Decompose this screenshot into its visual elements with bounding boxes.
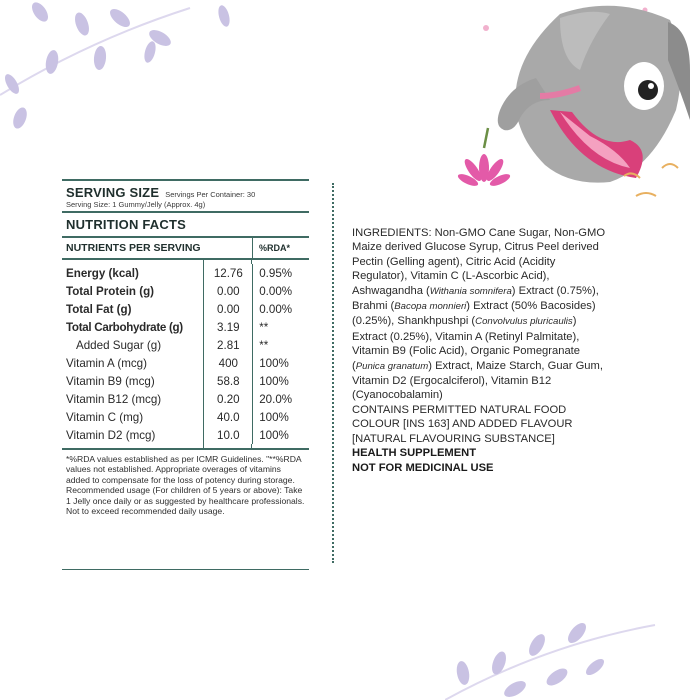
nutrient-name: Vitamin D2 (mcg): [66, 428, 156, 442]
nutrient-rda: **: [252, 336, 309, 354]
ingredient-italic: Convolvulus pluricaulis: [475, 316, 573, 328]
nutrient-amount: 0.00: [203, 282, 252, 300]
nutrient-name: Vitamin C (mg): [66, 410, 144, 424]
ingredients-text: ) Extract (50% Bacosides) (0.25%), Shankhpushpi (: [352, 300, 596, 328]
table-header-row: [62, 238, 309, 258]
col-nutrients-header: NUTRIENTS PER SERVING: [66, 242, 201, 254]
nutrient-name: Vitamin B12 (mcg): [66, 392, 162, 406]
nutrient-amount: 40.0: [203, 408, 252, 426]
table-row: [62, 390, 309, 408]
ingredients-text: ) Extract, Maize Starch, Guar Gum, Vitamin D2 (Ergocalciferol), Vitamin B12 (Cyanocobalamin): [352, 359, 603, 402]
serving-size-block: [62, 181, 309, 211]
nutrient-rda: 0.00%: [252, 300, 309, 318]
nutrient-amount: 2.81: [203, 336, 252, 354]
nutrient-name: Total Protein (g): [66, 284, 155, 298]
ingredient-italic: Punica granatum: [355, 360, 429, 372]
dotted-divider: [332, 183, 334, 563]
nutrient-rda: **: [252, 318, 309, 336]
nutrient-rda: 0.00%: [252, 282, 309, 300]
nutrient-name: Vitamin B9 (mcg): [66, 374, 155, 388]
nutrient-rda: 100%: [252, 426, 309, 444]
ingredient-italic: Withania somnifera: [429, 285, 512, 297]
nutrient-rda: 100%: [252, 408, 309, 426]
nutrient-amount: 10.0: [203, 426, 252, 444]
contains-colour-note: CONTAINS PERMITTED NATURAL FOOD COLOUR [INS 163] AND ADDED FLAVOUR [NATURAL FLAVOURING SUBSTANCE]: [352, 403, 573, 445]
spacer: [62, 444, 309, 448]
table-row: [62, 426, 309, 444]
table-row: [62, 264, 309, 282]
ingredients-text: INGREDIENTS: Non-GMO Cane Sugar, Non-GMO Maize derived Glucose Syrup, Citrus Peel derived Pectin (Gelling agent), Citric Acid (Acidity Regulator), Vitamin C (L-Ascorbic Acid), Ashwagandha (: [352, 227, 606, 297]
nutrition-facts-title: NUTRITION FACTS: [66, 217, 186, 232]
table-row: [62, 318, 309, 336]
table-row: [62, 300, 309, 318]
ingredients-text: ) Extract (0.75%), Brahmi (: [352, 284, 599, 313]
nutrient-name: Total Carbohydrate (g): [66, 320, 183, 334]
nutrient-amount: 400: [203, 354, 252, 372]
nutrient-rda: 100%: [252, 354, 309, 372]
table-row: [62, 282, 309, 300]
not-medicinal-label: NOT FOR MEDICINAL USE: [352, 461, 494, 474]
nutrient-name: Energy (kcal): [66, 266, 139, 280]
table-row: [62, 372, 309, 390]
nutrient-rda: 100%: [252, 372, 309, 390]
nutrient-amount: 58.8: [203, 372, 252, 390]
nutrient-amount: 0.00: [203, 300, 252, 318]
nutrient-rda: 0.95%: [252, 264, 309, 282]
ingredients-block: [352, 226, 612, 475]
nutrient-amount: 3.19: [203, 318, 252, 336]
nutrient-amount: 0.20: [203, 390, 252, 408]
footnote: *%RDA values established as per ICMR Guidelines. "**%RDA values not established. Appropriate overages of vitamins added to compensate for the loss of potency during storage. Recommended usage (For children of 5 years or above): Take 1 Jelly once daily or as suggested by healthcare professionals. Not to exceed recommended daily usage.: [66, 454, 305, 517]
table-row: [62, 354, 309, 372]
nutrient-name: Vitamin A (mcg): [66, 356, 147, 370]
health-supplement-label: HEALTH SUPPLEMENT: [352, 447, 477, 460]
table-row: [62, 408, 309, 426]
elephant-illustration-icon: [440, 0, 690, 215]
serving-size-text: Serving Size: 1 Gummy/Jelly (Approx. 4g): [66, 200, 206, 209]
nutrient-name: Total Fat (g): [66, 302, 132, 316]
lavender-leaves-bottom-right-icon: [445, 615, 690, 700]
servings-per-container: Servings Per Container: 30: [165, 190, 256, 199]
nutrient-amount: 12.76: [203, 264, 252, 282]
serving-size-title: SERVING SIZE: [66, 185, 160, 200]
col-rda-header: %RDA*: [252, 238, 309, 258]
nutrient-name: Added Sugar (g): [76, 338, 162, 352]
ingredients-text: ) Extract (0.25%), Vitamin A (Retinyl Palmitate), Vitamin B9 (Folic Acid), Organic Pomegranate (: [352, 315, 580, 372]
lavender-leaves-top-left-icon: [0, 0, 240, 130]
nutrient-rda: 20.0%: [252, 390, 309, 408]
nutrition-panel: [62, 179, 309, 570]
ingredient-italic: Bacopa monnieri: [394, 301, 467, 313]
table-row: [62, 336, 309, 354]
